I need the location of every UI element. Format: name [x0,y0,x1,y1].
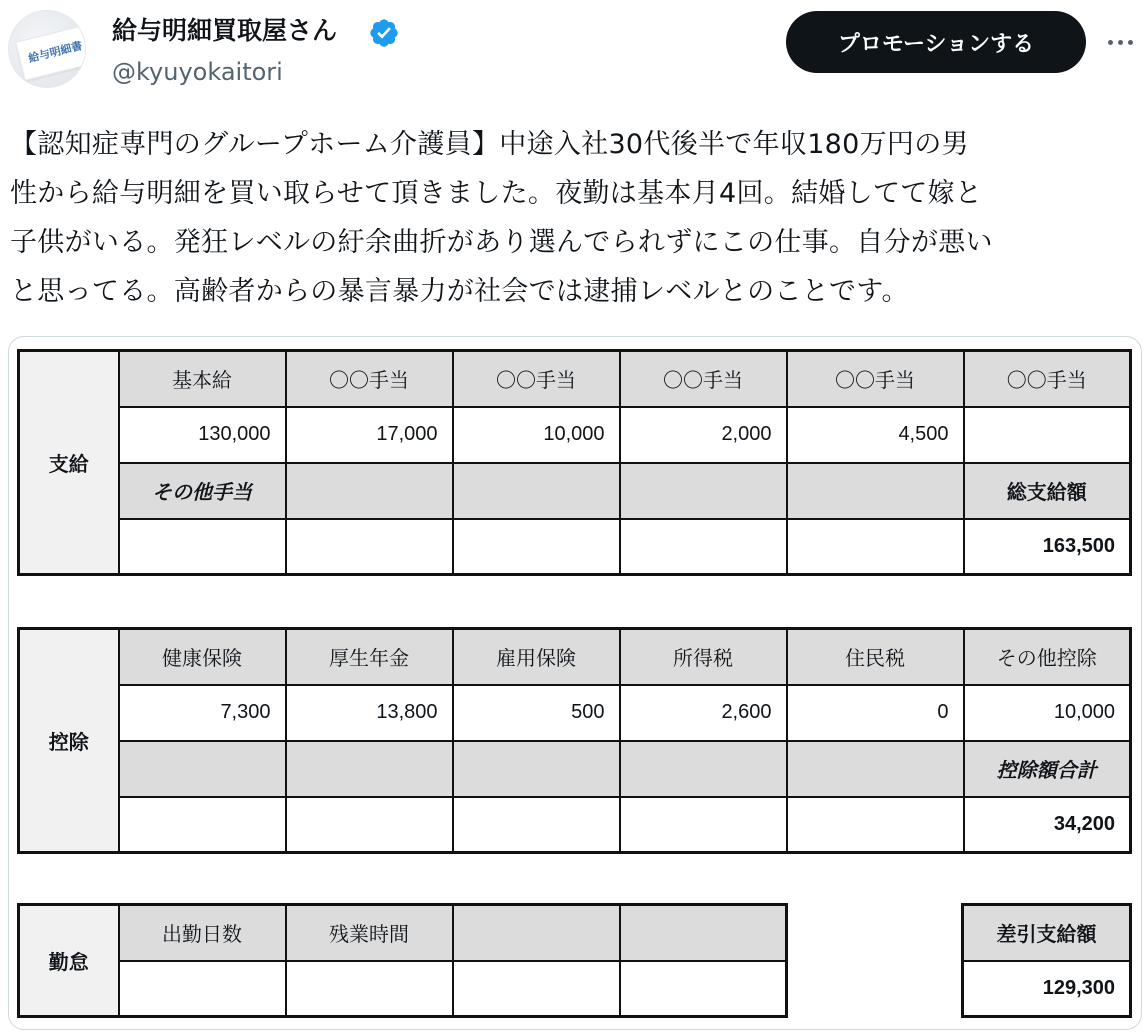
empty-cell [119,961,286,1017]
attendance-header: 残業時間 [286,905,453,961]
deduction-table [17,627,1132,854]
tweet-text-line: と思ってる。高齢者からの暴言暴力が社会では逮捕レベルとのことです。 [10,276,909,307]
payment-value: 17,000 [286,407,453,463]
deduction-value: 0 [787,685,964,741]
other-allowance-label: その他手当 [119,463,286,519]
payment-header: 〇〇手当 [964,351,1131,407]
payment-value: 130,000 [119,407,286,463]
empty-cell [119,741,286,797]
empty-cell [453,797,620,853]
payment-header: 〇〇手当 [286,351,453,407]
empty-cell [620,797,787,853]
payment-value [964,407,1131,463]
deduction-header: 所得税 [620,629,787,685]
payslip-image[interactable] [8,336,1142,1030]
deduction-section-label: 控除 [19,629,119,853]
payment-table [17,349,1132,576]
attendance-header [620,905,787,961]
gross-pay-value: 163,500 [964,519,1131,575]
empty-cell [453,463,620,519]
tweet-text-line: 性から給与明細を買い取らせて頂きました。夜勤は基本月4回。結婚してて嫁と [10,178,983,209]
empty-cell [453,741,620,797]
attendance-header [453,905,620,961]
net-pay-value: 129,300 [963,961,1131,1017]
payment-value: 10,000 [453,407,620,463]
payment-header: 〇〇手当 [453,351,620,407]
total-deduction-label: 控除額合計 [964,741,1131,797]
payment-header: 〇〇手当 [787,351,964,407]
empty-cell [620,961,787,1017]
attendance-section-label: 勤怠 [19,905,119,1017]
deduction-header: 雇用保険 [453,629,620,685]
empty-cell [286,797,453,853]
deduction-header: 厚生年金 [286,629,453,685]
net-pay-label: 差引支給額 [963,905,1131,961]
payment-section-label: 支給 [19,351,119,575]
tweet-text [10,120,1140,316]
payment-header: 基本給 [119,351,286,407]
gross-pay-label: 総支給額 [964,463,1131,519]
deduction-value: 13,800 [286,685,453,741]
empty-cell [620,519,787,575]
user-name[interactable]: 給与明細買取屋さん [112,16,338,45]
avatar-card [15,25,86,81]
deduction-header: その他控除 [964,629,1131,685]
empty-cell [119,797,286,853]
deduction-header: 健康保険 [119,629,286,685]
verified-badge-icon [368,17,400,49]
deduction-value: 2,600 [620,685,787,741]
avatar[interactable] [8,10,86,88]
tweet-text-line: 子供がいる。発狂レベルの紆余曲折があり選んでられずにこの仕事。自分が悪い [10,227,993,258]
empty-cell [286,741,453,797]
user-handle[interactable]: @kyuyokaitori [112,58,283,86]
deduction-value: 500 [453,685,620,741]
empty-cell [620,741,787,797]
empty-cell [286,519,453,575]
deduction-value: 10,000 [964,685,1131,741]
deduction-value: 7,300 [119,685,286,741]
promote-button[interactable]: プロモーションする [786,11,1086,73]
tweet-text-line: 【認知症専門のグループホーム介護員】中途入社30代後半で年収180万円の男 [10,129,969,160]
empty-cell [453,519,620,575]
deduction-header: 住民税 [787,629,964,685]
avatar-text: 給与明細書 [27,39,84,66]
empty-cell [119,519,286,575]
empty-cell [286,463,453,519]
attendance-table [17,903,788,1018]
payment-header: 〇〇手当 [620,351,787,407]
net-pay-table [961,903,1132,1018]
payment-value: 2,000 [620,407,787,463]
attendance-header: 出勤日数 [119,905,286,961]
more-options-icon[interactable] [1100,22,1140,62]
payment-value: 4,500 [787,407,964,463]
empty-cell [787,797,964,853]
total-deduction-value: 34,200 [964,797,1131,853]
tweet-header [0,0,1146,110]
empty-cell [787,463,964,519]
empty-cell [286,961,453,1017]
empty-cell [620,463,787,519]
empty-cell [453,961,620,1017]
empty-cell [787,519,964,575]
empty-cell [787,741,964,797]
